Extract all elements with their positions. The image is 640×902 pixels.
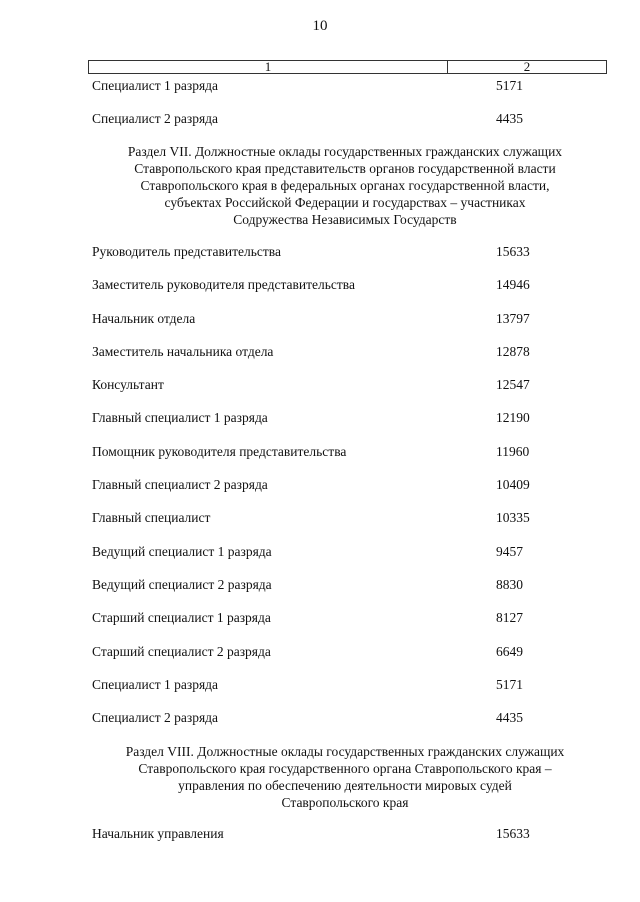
section-title-line: субъектах Российской Федерации и государствах – участниках [164, 195, 526, 210]
table-header [88, 60, 607, 74]
section-title-line: Раздел VII. Должностные оклады государственных гражданских служащих [127, 144, 563, 159]
section-8-title [80, 743, 610, 811]
table-row [92, 78, 562, 111]
position-label: Специалист 2 разряда [92, 111, 219, 127]
salary-value: 12547 [496, 377, 530, 393]
salary-value: 15633 [496, 826, 530, 841]
position-label: Главный специалист 1 разряда [92, 410, 268, 426]
position-label: Начальник отдела [92, 310, 196, 326]
table-row [92, 610, 562, 643]
position-label: Заместитель начальника отдела [92, 343, 274, 359]
position-label: Ведущий специалист 1 разряда [92, 543, 272, 559]
table-row [92, 826, 562, 859]
section-title-line: Ставропольского края представительств органов государственной власти [134, 161, 556, 176]
section-title-line: управления по обеспечению деятельности мировых судей [178, 778, 512, 793]
position-label: Заместитель руководителя представительства [92, 277, 355, 293]
section-title-line: Ставропольского края [281, 795, 409, 810]
section-title-line: Ставропольского края в федеральных органах государственной власти, [140, 178, 550, 193]
table-row [92, 510, 562, 543]
section-7-rows [92, 244, 562, 743]
position-label: Помощник руководителя представительства [92, 443, 347, 459]
table-row [92, 344, 562, 377]
salary-value: 4435 [496, 111, 523, 127]
table-row [92, 644, 562, 677]
position-label: Специалист 2 разряда [92, 710, 219, 726]
salary-value: 6649 [496, 643, 523, 659]
table-row [92, 444, 562, 477]
table-row [92, 544, 562, 577]
table-row [92, 677, 562, 710]
salary-value: 11960 [496, 443, 530, 459]
salary-value: 9457 [496, 543, 523, 559]
position-label: Ведущий специалист 2 разряда [92, 576, 272, 592]
table-row [92, 710, 562, 743]
position-label: Старший специалист 1 разряда [92, 610, 271, 626]
position-label: Старший специалист 2 разряда [92, 643, 271, 659]
column-header-1: 1 [89, 61, 448, 73]
salary-value: 8127 [496, 610, 523, 626]
salary-value: 12878 [496, 343, 530, 359]
table-row [92, 410, 562, 443]
position-label: Руководитель представительства [92, 244, 281, 259]
column-header-2: 2 [523, 59, 531, 74]
salary-value: 8830 [496, 576, 523, 592]
section-7-title [80, 143, 610, 228]
table-row [92, 277, 562, 310]
table-row [92, 244, 562, 277]
position-label: Главный специалист [92, 510, 211, 526]
section-title-line: Содружества Независимых Государств [233, 212, 457, 227]
top-rows [92, 78, 562, 145]
salary-value: 5171 [496, 676, 523, 692]
table-row [92, 577, 562, 610]
table-row [92, 377, 562, 410]
table-row [92, 111, 562, 144]
salary-value: 10335 [496, 510, 530, 526]
table-row [92, 477, 562, 510]
page-number: 10 [312, 18, 328, 34]
position-label: Специалист 1 разряда [92, 78, 219, 93]
position-label: Консультант [92, 377, 164, 393]
section-title-line: Раздел VIII. Должностные оклады государственных гражданских служащих [125, 744, 565, 759]
position-label: Главный специалист 2 разряда [92, 477, 268, 493]
section-title-line: Ставропольского края государственного органа Ставропольского края – [138, 761, 552, 776]
salary-value: 15633 [496, 244, 530, 259]
salary-value: 12190 [496, 410, 530, 426]
position-label: Специалист 1 разряда [92, 676, 219, 692]
salary-value: 14946 [496, 277, 530, 293]
salary-value: 5171 [496, 78, 523, 93]
salary-value: 13797 [496, 310, 530, 326]
section-8-rows [92, 826, 562, 859]
salary-value: 10409 [496, 477, 530, 493]
salary-value: 4435 [496, 710, 523, 726]
table-row [92, 311, 562, 344]
position-label: Начальник управления [92, 826, 224, 841]
